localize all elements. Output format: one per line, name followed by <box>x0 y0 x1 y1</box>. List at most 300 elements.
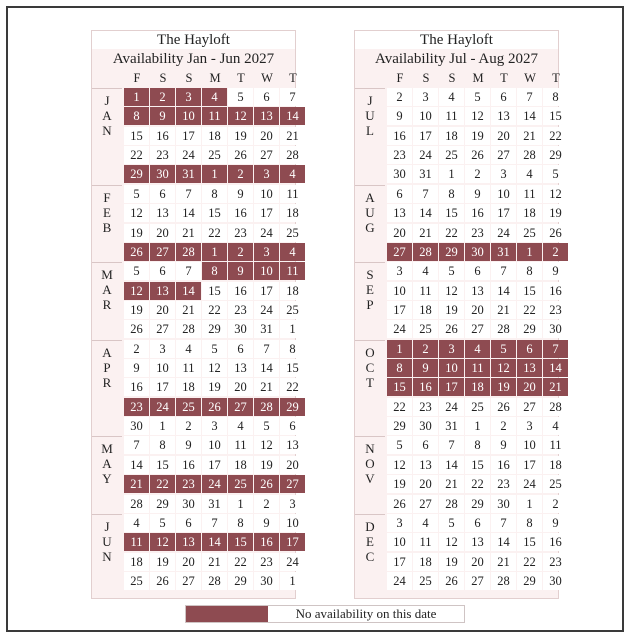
month-label-text: M A R <box>101 267 113 313</box>
day-cell: 6 <box>150 262 175 280</box>
unavailable-day-cell: 30 <box>150 165 175 183</box>
unavailable-day-cell: 25 <box>176 398 201 416</box>
unavailable-day-cell: 26 <box>124 243 149 261</box>
day-cell: 10 <box>387 533 412 551</box>
unavailable-day-cell: 12 <box>228 107 253 125</box>
day-cell: 14 <box>517 107 542 125</box>
unavailable-day-cell: 26 <box>254 475 279 493</box>
day-header: S <box>422 71 430 85</box>
day-cell: 25 <box>124 572 149 590</box>
day-cell: 23 <box>491 475 516 493</box>
day-cell: 10 <box>517 436 542 454</box>
day-cell: 10 <box>202 436 227 454</box>
month-label-text: D E C <box>365 518 375 564</box>
unavailable-day-cell: 28 <box>176 243 201 261</box>
day-cell: 22 <box>517 301 542 319</box>
day-cell: 9 <box>491 436 516 454</box>
legend <box>185 605 465 623</box>
day-cell: 21 <box>491 553 516 571</box>
unavailable-day-cell: 17 <box>439 378 464 396</box>
day-cell: 30 <box>228 320 253 338</box>
month-label-text: F E B <box>102 189 112 235</box>
month-label-text: A P R <box>102 344 112 390</box>
unavailable-day-cell: 22 <box>150 475 175 493</box>
day-cell: 15 <box>150 456 175 474</box>
unavailable-day-cell: 29 <box>439 243 464 261</box>
day-cell: 11 <box>517 185 542 203</box>
day-cell: 7 <box>124 436 149 454</box>
day-cell: 9 <box>254 514 279 532</box>
month-label-text: O C T <box>365 344 375 390</box>
day-cell: 3 <box>517 417 542 435</box>
day-cell: 13 <box>150 204 175 222</box>
unavailable-day-cell: 31 <box>176 165 201 183</box>
day-cell: 11 <box>543 436 568 454</box>
unavailable-day-cell: 24 <box>150 398 175 416</box>
day-cell: 23 <box>254 553 279 571</box>
calendar-subtitle: Availability Jan - Jun 2027 <box>112 51 275 67</box>
day-cell: 30 <box>387 165 412 183</box>
day-cell: 7 <box>491 514 516 532</box>
day-cell: 27 <box>491 146 516 164</box>
day-cell: 27 <box>176 572 201 590</box>
day-cell: 22 <box>517 553 542 571</box>
day-cell: 19 <box>228 127 253 145</box>
day-cell: 7 <box>491 262 516 280</box>
day-cell: 15 <box>439 204 464 222</box>
calendar-title: The Hayloft <box>355 31 558 49</box>
day-cell: 23 <box>150 146 175 164</box>
day-cell: 3 <box>387 514 412 532</box>
day-cell: 11 <box>439 107 464 125</box>
day-cell: 30 <box>124 417 149 435</box>
day-cell: 5 <box>124 185 149 203</box>
day-cell: 19 <box>124 301 149 319</box>
day-cell: 30 <box>413 417 438 435</box>
day-cell: 16 <box>150 127 175 145</box>
month-label-text: A U G <box>365 189 375 235</box>
day-cell: 14 <box>176 204 201 222</box>
day-cell: 5 <box>202 340 227 358</box>
day-cell: 14 <box>254 359 279 377</box>
day-cell: 4 <box>413 262 438 280</box>
day-cell: 16 <box>176 456 201 474</box>
day-cell: 21 <box>254 378 279 396</box>
day-cell: 10 <box>150 359 175 377</box>
day-cell: 28 <box>439 495 464 513</box>
day-cell: 6 <box>413 436 438 454</box>
day-cell: 18 <box>124 553 149 571</box>
day-header: F <box>396 71 404 85</box>
day-cell: 15 <box>517 533 542 551</box>
day-cell: 29 <box>150 495 175 513</box>
day-cell: 9 <box>387 107 412 125</box>
day-cell: 3 <box>202 417 227 435</box>
day-cell: 27 <box>465 572 490 590</box>
day-cell: 19 <box>439 553 464 571</box>
day-cell: 1 <box>280 572 305 590</box>
day-cell: 12 <box>254 436 279 454</box>
day-cell: 5 <box>254 417 279 435</box>
month-label <box>355 340 385 437</box>
month-label-text: J A N <box>102 93 112 138</box>
day-header: T <box>237 71 245 85</box>
unavailable-day-cell: 6 <box>517 340 542 358</box>
day-cell: 2 <box>124 340 149 358</box>
unavailable-day-cell: 14 <box>202 533 227 551</box>
day-cell: 6 <box>465 262 490 280</box>
day-header: S <box>448 71 456 85</box>
day-cell: 23 <box>228 224 253 242</box>
unavailable-day-cell: 13 <box>254 107 279 125</box>
day-cell: 29 <box>202 320 227 338</box>
day-cell: 2 <box>254 495 279 513</box>
day-cell: 8 <box>517 514 542 532</box>
day-cell: 25 <box>439 146 464 164</box>
day-cell: 20 <box>465 553 490 571</box>
day-cell: 17 <box>254 204 279 222</box>
month-label <box>92 514 122 591</box>
day-cell: 18 <box>439 127 464 145</box>
day-cell: 18 <box>176 378 201 396</box>
day-cell: 26 <box>491 398 516 416</box>
day-cell: 21 <box>413 224 438 242</box>
day-cell: 16 <box>543 533 568 551</box>
day-cell: 9 <box>176 436 201 454</box>
day-cell: 4 <box>517 165 542 183</box>
day-cell: 21 <box>176 224 201 242</box>
day-cell: 27 <box>517 398 542 416</box>
month-label <box>92 185 122 262</box>
day-cell: 24 <box>517 475 542 493</box>
day-cell: 29 <box>228 572 253 590</box>
day-header: S <box>159 71 167 85</box>
day-cell: 12 <box>543 185 568 203</box>
day-cell: 3 <box>413 88 438 106</box>
unavailable-day-cell: 11 <box>202 107 227 125</box>
day-cell: 19 <box>387 475 412 493</box>
day-cell: 14 <box>439 456 464 474</box>
unavailable-day-cell: 29 <box>280 398 305 416</box>
day-cell: 24 <box>439 398 464 416</box>
day-cell: 25 <box>413 320 438 338</box>
day-cell: 13 <box>387 204 412 222</box>
day-cell: 12 <box>387 456 412 474</box>
day-cell: 29 <box>517 320 542 338</box>
unavailable-day-cell: 5 <box>491 340 516 358</box>
day-cell: 18 <box>202 127 227 145</box>
day-cell: 2 <box>465 165 490 183</box>
day-cell: 13 <box>491 107 516 125</box>
day-cell: 28 <box>176 320 201 338</box>
day-cell: 25 <box>280 301 305 319</box>
day-cell: 16 <box>124 378 149 396</box>
day-cell: 22 <box>280 378 305 396</box>
day-cell: 24 <box>413 146 438 164</box>
day-cell: 25 <box>543 475 568 493</box>
day-cell: 13 <box>413 456 438 474</box>
day-cell: 27 <box>465 320 490 338</box>
day-cell: 27 <box>254 146 279 164</box>
day-cell: 26 <box>228 146 253 164</box>
month-label <box>92 340 122 437</box>
day-cell: 27 <box>413 495 438 513</box>
day-cell: 9 <box>124 359 149 377</box>
day-cell: 15 <box>465 456 490 474</box>
day-cell: 16 <box>491 456 516 474</box>
day-cell: 11 <box>280 185 305 203</box>
day-cell: 15 <box>280 359 305 377</box>
unavailable-day-cell: 21 <box>543 378 568 396</box>
day-cell: 25 <box>280 224 305 242</box>
day-cell: 19 <box>254 456 279 474</box>
day-cell: 2 <box>176 417 201 435</box>
day-cell: 15 <box>124 127 149 145</box>
day-cell: 12 <box>465 107 490 125</box>
day-cell: 6 <box>491 88 516 106</box>
unavailable-day-cell: 12 <box>491 359 516 377</box>
day-cell: 19 <box>150 553 175 571</box>
day-cell: 30 <box>543 572 568 590</box>
unavailable-day-cell: 25 <box>228 475 253 493</box>
day-cell: 16 <box>387 127 412 145</box>
unavailable-day-cell: 27 <box>280 475 305 493</box>
day-cell: 29 <box>387 417 412 435</box>
day-cell: 24 <box>491 224 516 242</box>
day-cell: 16 <box>543 282 568 300</box>
day-cell: 5 <box>150 514 175 532</box>
day-cell: 28 <box>124 495 149 513</box>
day-cell: 11 <box>228 436 253 454</box>
day-cell: 21 <box>517 127 542 145</box>
day-cell: 17 <box>176 127 201 145</box>
day-cell: 26 <box>150 572 175 590</box>
day-cell: 21 <box>176 301 201 319</box>
day-cell: 21 <box>491 301 516 319</box>
day-cell: 8 <box>543 88 568 106</box>
day-cell: 6 <box>465 514 490 532</box>
day-cell: 9 <box>228 185 253 203</box>
day-cell: 1 <box>280 320 305 338</box>
unavailable-day-cell: 27 <box>150 243 175 261</box>
day-cell: 12 <box>439 533 464 551</box>
day-cell: 11 <box>413 282 438 300</box>
day-cell: 4 <box>543 417 568 435</box>
unavailable-day-cell: 28 <box>254 398 279 416</box>
month-label <box>355 185 385 262</box>
day-cell: 18 <box>543 456 568 474</box>
day-cell: 6 <box>228 340 253 358</box>
day-cell: 23 <box>387 146 412 164</box>
unavailable-day-cell: 23 <box>124 398 149 416</box>
unavailable-day-cell: 3 <box>254 165 279 183</box>
day-cell: 25 <box>202 146 227 164</box>
day-cell: 10 <box>491 185 516 203</box>
unavailable-day-cell: 2 <box>228 243 253 261</box>
day-cell: 26 <box>387 495 412 513</box>
day-cell: 14 <box>413 204 438 222</box>
day-cell: 5 <box>387 436 412 454</box>
month-label-text: N O V <box>365 441 375 487</box>
day-cell: 24 <box>176 146 201 164</box>
day-cell: 20 <box>150 224 175 242</box>
unavailable-day-cell: 2 <box>543 243 568 261</box>
day-cell: 20 <box>387 224 412 242</box>
day-cell: 7 <box>202 514 227 532</box>
day-header: T <box>552 71 560 85</box>
unavailable-day-cell: 27 <box>387 243 412 261</box>
unavailable-day-cell: 9 <box>413 359 438 377</box>
unavailable-day-cell: 2 <box>150 88 175 106</box>
unavailable-day-cell: 9 <box>228 262 253 280</box>
month-label <box>92 88 122 185</box>
calendar-panel-jan-jun <box>91 30 299 599</box>
day-cell: 30 <box>491 495 516 513</box>
day-cell: 6 <box>280 417 305 435</box>
day-cell: 8 <box>280 340 305 358</box>
day-cell: 5 <box>124 262 149 280</box>
unavailable-day-cell: 2 <box>413 340 438 358</box>
month-label-text: J U L <box>365 93 375 138</box>
unavailable-day-cell: 4 <box>202 88 227 106</box>
unavailable-day-cell: 3 <box>176 88 201 106</box>
day-cell: 26 <box>465 146 490 164</box>
month-label-text: J U N <box>102 518 112 564</box>
day-cell: 9 <box>465 185 490 203</box>
day-cell: 18 <box>413 301 438 319</box>
day-cell: 23 <box>228 301 253 319</box>
day-cell: 16 <box>465 204 490 222</box>
legend-label: No availability on this date <box>295 606 437 621</box>
day-cell: 28 <box>517 146 542 164</box>
day-cell: 18 <box>280 204 305 222</box>
day-cell: 13 <box>228 359 253 377</box>
day-cell: 8 <box>439 185 464 203</box>
unavailable-day-cell: 27 <box>228 398 253 416</box>
unavailable-day-cell: 12 <box>124 282 149 300</box>
day-cell: 19 <box>465 127 490 145</box>
day-cell: 1 <box>150 417 175 435</box>
calendar-subtitle: Availability Jul - Aug 2027 <box>374 51 539 67</box>
day-cell: 19 <box>543 204 568 222</box>
day-cell: 8 <box>150 436 175 454</box>
day-cell: 22 <box>202 224 227 242</box>
day-cell: 17 <box>150 378 175 396</box>
unavailable-day-cell: 19 <box>491 378 516 396</box>
day-cell: 25 <box>465 398 490 416</box>
day-cell: 18 <box>413 553 438 571</box>
day-cell: 25 <box>517 224 542 242</box>
unavailable-day-cell: 26 <box>202 398 227 416</box>
unavailable-day-cell: 17 <box>280 533 305 551</box>
unavailable-day-cell: 31 <box>491 243 516 261</box>
day-cell: 17 <box>202 456 227 474</box>
day-cell: 21 <box>439 475 464 493</box>
day-cell: 14 <box>491 533 516 551</box>
day-cell: 19 <box>202 378 227 396</box>
day-cell: 14 <box>124 456 149 474</box>
day-cell: 23 <box>465 224 490 242</box>
day-cell: 4 <box>439 88 464 106</box>
month-label <box>355 262 385 339</box>
day-cell: 27 <box>150 320 175 338</box>
day-cell: 17 <box>254 282 279 300</box>
day-cell: 10 <box>387 282 412 300</box>
day-cell: 2 <box>387 88 412 106</box>
day-cell: 22 <box>465 475 490 493</box>
day-cell: 1 <box>465 417 490 435</box>
day-cell: 7 <box>413 185 438 203</box>
day-cell: 7 <box>176 262 201 280</box>
day-cell: 1 <box>517 495 542 513</box>
legend-swatch <box>186 606 268 622</box>
day-cell: 20 <box>491 127 516 145</box>
day-cell: 5 <box>439 514 464 532</box>
day-cell: 25 <box>413 572 438 590</box>
day-cell: 20 <box>176 553 201 571</box>
day-cell: 6 <box>254 88 279 106</box>
day-cell: 5 <box>465 88 490 106</box>
day-cell: 24 <box>280 553 305 571</box>
day-cell: 20 <box>254 127 279 145</box>
unavailable-day-cell: 16 <box>413 378 438 396</box>
unavailable-day-cell: 13 <box>150 282 175 300</box>
day-cell: 15 <box>517 282 542 300</box>
day-cell: 30 <box>176 495 201 513</box>
month-label-text: M A Y <box>101 441 113 487</box>
day-cell: 20 <box>280 456 305 474</box>
day-cell: 8 <box>465 436 490 454</box>
day-cell: 11 <box>413 533 438 551</box>
day-cell: 16 <box>228 282 253 300</box>
day-cell: 17 <box>491 204 516 222</box>
day-cell: 21 <box>280 127 305 145</box>
day-cell: 24 <box>387 320 412 338</box>
day-cell: 15 <box>202 204 227 222</box>
unavailable-day-cell: 14 <box>543 359 568 377</box>
day-cell: 20 <box>465 301 490 319</box>
day-cell: 17 <box>387 553 412 571</box>
unavailable-day-cell: 1 <box>517 243 542 261</box>
day-cell: 17 <box>413 127 438 145</box>
day-cell: 14 <box>491 282 516 300</box>
day-cell: 17 <box>387 301 412 319</box>
day-cell: 8 <box>202 185 227 203</box>
month-label <box>355 514 385 591</box>
unavailable-day-cell: 8 <box>387 359 412 377</box>
day-cell: 7 <box>254 340 279 358</box>
unavailable-day-cell: 29 <box>124 165 149 183</box>
day-cell: 22 <box>387 398 412 416</box>
day-cell: 12 <box>124 204 149 222</box>
day-cell: 13 <box>465 533 490 551</box>
day-cell: 26 <box>124 320 149 338</box>
day-cell: 28 <box>202 572 227 590</box>
day-cell: 18 <box>517 204 542 222</box>
day-header: T <box>500 71 508 85</box>
day-cell: 28 <box>491 572 516 590</box>
unavailable-day-cell: 23 <box>176 475 201 493</box>
day-cell: 28 <box>280 146 305 164</box>
unavailable-day-cell: 8 <box>124 107 149 125</box>
day-cell: 24 <box>254 224 279 242</box>
day-cell: 30 <box>254 572 279 590</box>
unavailable-day-cell: 1 <box>202 243 227 261</box>
unavailable-day-cell: 14 <box>280 107 305 125</box>
day-cell: 31 <box>413 165 438 183</box>
unavailable-day-cell: 4 <box>280 243 305 261</box>
day-cell: 7 <box>176 185 201 203</box>
